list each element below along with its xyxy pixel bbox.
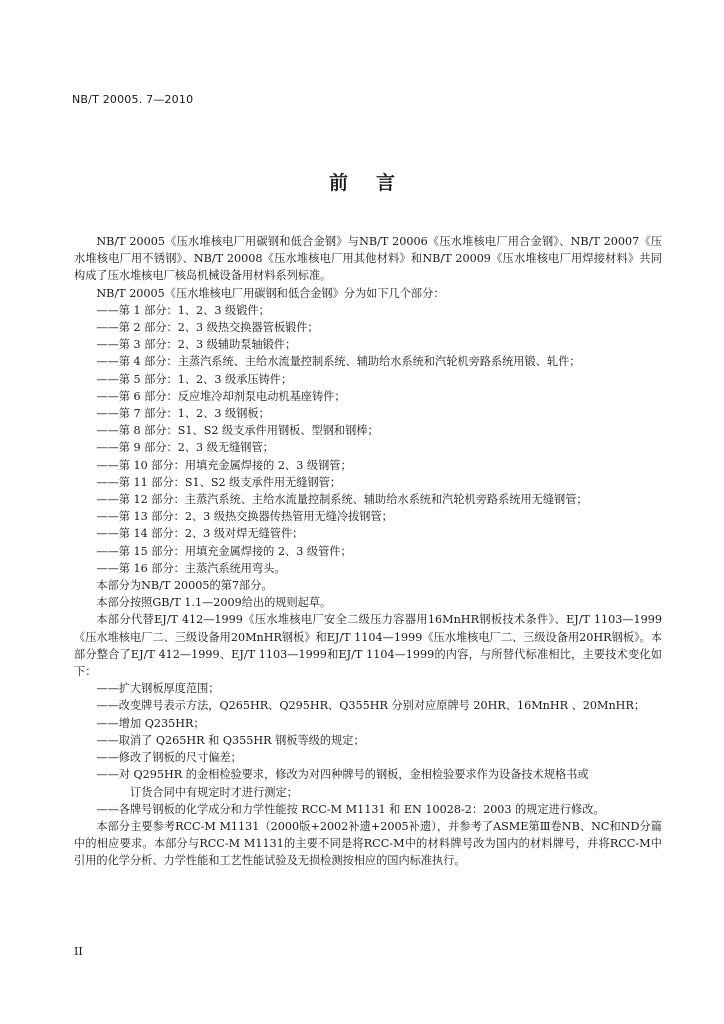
list-item: ——第 16 部分：主蒸汽系统用弯头。 xyxy=(96,561,286,575)
parts-list xyxy=(74,302,662,577)
intro-paragraph: NB/T 20005《压水堆核电厂用碳钢和低合金钢》与NB/T 20006《压水堆核电厂用合金钢》、NB/T 20007《压水堆核电厂用不锈钢》、NB/T 20008《压水堆核电厂用其他材料》和NB/T 20009《压水堆核电厂用焊接材料》共同构成了压水堆核电厂核岛机械设备用材料系列标准。 xyxy=(74,235,662,283)
list-item: ——第 5 部分：1、2、3 级承压铸件； xyxy=(96,372,293,386)
list-item: ——第 8 部分：S1、S2 级支承件用钢板、型钢和钢棒； xyxy=(96,424,379,438)
list-item: ——第 14 部分：2、3 级对焊无缝管件； xyxy=(96,527,304,541)
list-item: ——第 11 部分：S1、S2 级支承件用无缝钢管； xyxy=(96,475,342,489)
page-title: 前言 xyxy=(328,172,423,194)
standard-code: NB/T 20005. 7—2010 xyxy=(72,93,194,106)
list-item: ——各牌号钢板的化学成分和力学性能按 RCC-M M1131 和 EN 10028-2：2003 的规定进行修改。 xyxy=(96,802,605,816)
list-item: ——第 12 部分：主蒸汽系统、主给水流量控制系统、辅助给水系统和汽轮机旁路系统用无缝钢管； xyxy=(96,493,588,507)
list-item: ——第 2 部分：2、3 级热交换器管板锻件； xyxy=(96,321,319,335)
list-item: ——增加 Q235HR； xyxy=(96,716,205,730)
list-item: ——第 7 部分：1、2、3 级钢板； xyxy=(96,407,270,421)
list-item: ——取消了 Q265HR 和 Q355HR 钢板等级的规定； xyxy=(96,733,365,747)
list-item: ——对 Q295HR 的金相检验要求，修改为对四种牌号的钢板，金相检验要求作为设备技术规格书或 xyxy=(96,768,589,782)
list-item: ——第 1 部分：1、2、3 级锻件； xyxy=(96,303,270,317)
list-item: ——第 10 部分：用填充金属焊接的 2、3 级钢管； xyxy=(96,458,352,472)
list-item: ——第 4 部分：主蒸汽系统、主给水流量控制系统、辅助给水系统和汽轮机旁路系统用锻、轧件； xyxy=(96,355,581,369)
page-number: II xyxy=(74,945,83,958)
foreword-body xyxy=(74,233,662,870)
drafting-rule-note: 本部分按照GB/T 1.1—2009给出的规则起草。 xyxy=(96,596,332,610)
list-item: ——第 6 部分：反应堆冷却剂泵电动机基座铸件； xyxy=(96,389,346,403)
parts-intro: NB/T 20005《压水堆核电厂用碳钢和低合金钢》分为如下几个部分： xyxy=(96,286,445,300)
reference-paragraph: 本部分主要参考RCC-M M1131（2000版+2002补遗+2005补遗），并参考了ASME第Ⅲ卷NB、NC和ND分篇中的相应要求。本部分与RCC-M M1131的主要不同是将RCC-M中的材料牌号改为国内的材料牌号，并将RCC-M中引用的化学分析、力学性能和工艺性能试验及无损检测按相应的国内标准执行。 xyxy=(74,819,662,868)
list-item: ——第 15 部分：用填充金属焊接的 2、3 级管件； xyxy=(96,544,352,558)
replacement-note: 本部分代替EJ/T 412—1999《压水堆核电厂安全二级压力容器用16MnHR钢板技术条件》、EJ/T 1103—1999《压水堆核电厂二、三级设备用20MnHR钢板》和EJ/T 1104—1999《压水堆核电厂二、三级设备用20HR钢板》。本部分整合了EJ/T 412—1999、EJ/T 1103—1999和EJ/T 1104—1999的内容，与所替代标准相比，主要技术变化如下： xyxy=(74,613,662,679)
list-item: ——第 3 部分：2、3 级辅助泵轴锻件； xyxy=(96,338,297,352)
changes-list xyxy=(74,680,662,818)
list-item: ——第 9 部分：2、3 级无缝钢管； xyxy=(96,441,274,455)
list-item: ——修改了钢板的尺寸偏差； xyxy=(96,751,242,765)
list-item: ——扩大钢板厚度范围； xyxy=(96,682,220,696)
list-item: ——改变牌号表示方法，Q265HR、Q295HR、Q355HR 分别对应原牌号 20HR、16MnHR 、20MnHR； xyxy=(96,699,646,713)
list-item-continuation: 订货合同中有规定时才进行测定； xyxy=(130,785,298,799)
list-item: ——第 13 部分：2、3 级热交换器传热管用无缝冷拔钢管； xyxy=(96,510,393,524)
part-number-note: 本部分为NB/T 20005的第7部分。 xyxy=(96,579,273,593)
